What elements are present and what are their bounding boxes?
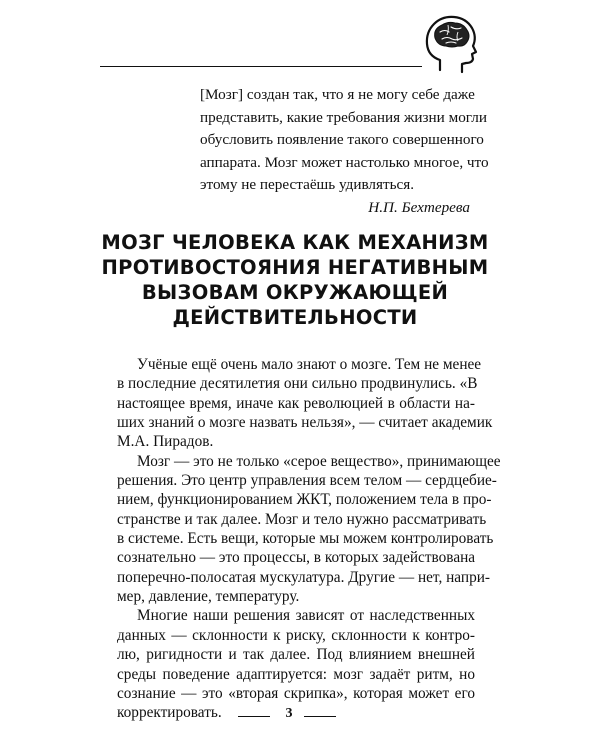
body-line: ших знаний о мозге назвать нельзя», — считает академик xyxy=(117,414,493,432)
body-line: настоящее время, иначе как революцией в области на- xyxy=(117,394,475,412)
body-line: лю, ригидности и так далее. Под влиянием внешней xyxy=(117,646,475,664)
body-text xyxy=(117,355,501,723)
chapter-title-line: ПРОТИВОСТОЯНИЯ НЕГАТИВНЫМ xyxy=(101,256,489,279)
body-line: решения. Это центр управления всем телом — сердцебие- xyxy=(117,472,497,490)
footer-dash xyxy=(304,716,336,717)
body-line: в последние десятилетия они сильно продвинулись. «В xyxy=(117,375,478,393)
body-line: данных — склонности к риску, склонности к контро- xyxy=(117,626,475,644)
body-line: мер, давление, температуру. xyxy=(117,588,300,606)
human-head-brain-icon xyxy=(418,10,480,76)
header-rule xyxy=(100,66,422,67)
body-line: нием, функционированием ЖКТ, положением тела в про- xyxy=(117,491,492,509)
epigraph-line: аппарата. Мозг может настолько многое, что xyxy=(200,153,489,171)
body-line: в системе. Есть вещи, которые мы можем контролировать xyxy=(117,530,494,548)
body-line: сознание — это «вторая скрипка», которая может его xyxy=(117,684,475,702)
epigraph-line: [Мозг] создан так, что я не могу себе даже xyxy=(200,86,475,103)
body-line: Учёные ещё очень мало знают о мозге. Тем не менее xyxy=(137,356,482,373)
body-line: среды поведение адаптируется: мозг задаёт ритм, но xyxy=(117,665,475,683)
epigraph xyxy=(200,84,489,220)
chapter-title-line: ДЕЙСТВИТЕЛЬНОСТИ xyxy=(172,306,418,329)
page-footer xyxy=(0,706,600,726)
body-line: корректировать. xyxy=(117,704,222,722)
chapter-title xyxy=(80,230,510,330)
chapter-title-line: МОЗГ ЧЕЛОВЕКА КАК МЕХАНИЗМ xyxy=(101,231,489,254)
body-line: странстве и так далее. Мозг и тело нужно рассматривать xyxy=(117,510,487,528)
body-line: сознательно — это процессы, в которых задействована xyxy=(117,549,476,567)
epigraph-line: этому не перестаёшь удивляться. xyxy=(200,176,415,194)
epigraph-line: обусловить появление такого совершенного xyxy=(200,131,484,149)
body-line: поперечно-полосатая мускулатура. Другие — нет, напри- xyxy=(117,568,491,586)
page-number: 3 xyxy=(285,706,293,721)
epigraph-line: представить, какие требования жизни могли xyxy=(200,108,487,126)
footer-dash xyxy=(238,716,270,717)
body-line: Многие наши решения зависят от наследственных xyxy=(137,607,475,625)
chapter-title-line: ВЫЗОВАМ ОКРУЖАЮЩЕЙ xyxy=(141,281,449,304)
body-line: Мозг — это не только «серое вещество», принимающее xyxy=(137,452,501,470)
epigraph-author: Н.П. Бехтерева xyxy=(368,198,470,216)
body-line: М.А. Пирадов. xyxy=(117,433,214,451)
